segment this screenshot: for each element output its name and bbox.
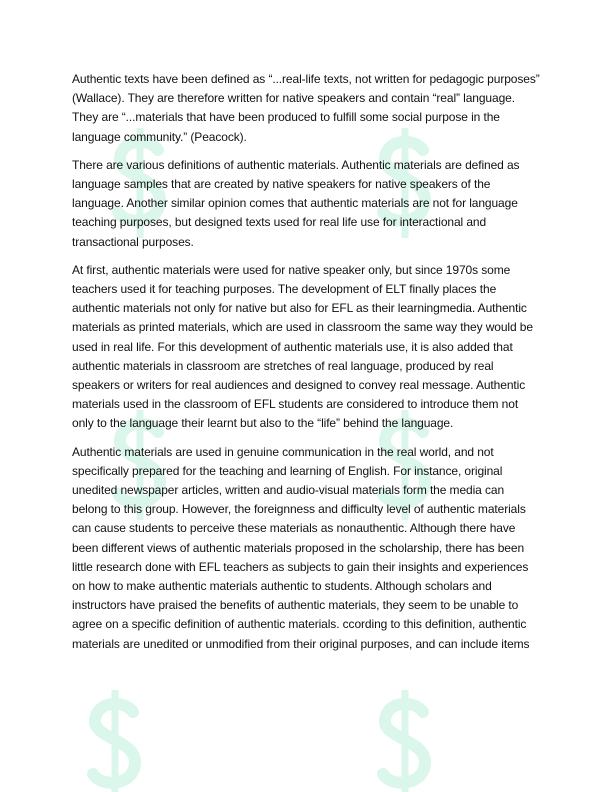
paragraph-4: Authentic materials are used in genuine communication in the real world, and not specifically prepared for the teaching and learning of English. For instance, original unedited newspaper articles, written and audio-visual materials form the media can belong to this group. However, the foreignness and difficulty level of authentic materials can cause students to perceive these materials as nonauthentic. Although there have been different views of authentic materials proposed in the scholarship, there has been little research done with EFL teachers as subjects to gain their insights and experiences on how to make authentic materials authentic to students. Although scholars and instructors have praised the benefits of authentic materials, they seem to be unable to agree on a specific definition of authentic materials. ccording to this definition, authentic materials are unedited or unmodified from their original purposes, and can include items — [72, 444, 530, 651]
dollar-watermark-icon — [85, 690, 145, 792]
paragraph-2: There are various definitions of authentic materials. Authentic materials are defined as language samples that are created by native speakers for native speakers of the language. Another similar opinion comes that authentic materials are not for language teaching purposes, but designed texts used for real life use for interactional and transactional purposes. — [72, 157, 520, 249]
paragraph-1: Authentic texts have been defined as “...real-life texts, not written for pedagogic purposes” (Wallace). They are therefore written for native speakers and contain “real” language. They are “...materials that have been produced to fulfill some social purpose in the language community.” (Peacock). — [72, 72, 540, 144]
document-body — [72, 70, 542, 663]
paragraph-3: At first, authentic materials were used for native speaker only, but since 1970s some teachers used it for teaching purposes. The development of ELT finally places the authentic materials not only for native but also for EFL as their learningmedia. Authentic materials as printed materials, which are used in classroom the same way they would be used in real life. For this development of authentic materials use, it is also added that authentic materials in classroom are stretches of real language, produced by real speakers or writers for real audiences and designed to convey real message. Authentic materials used in the classroom of EFL students are considered to introduce them not only to the language their learnt but also to the “life” behind the language. — [72, 262, 533, 431]
dollar-watermark-icon — [375, 690, 435, 792]
